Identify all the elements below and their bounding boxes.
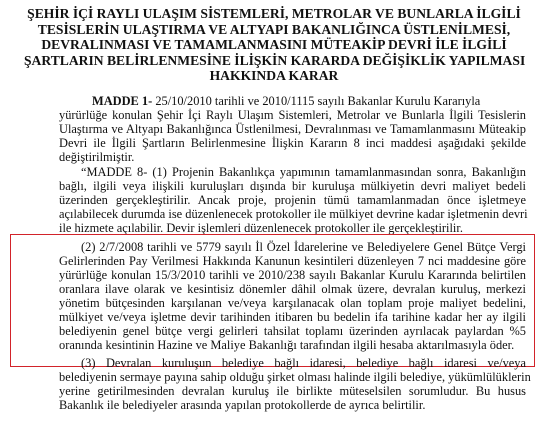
madde8-line: “MADDE 8- (1) Projenin Bakanlıkça yapımının tamamlanmasından sonra, Bakanlığın bbox=[81, 165, 526, 179]
paragraph2-line-row bbox=[59, 338, 514, 352]
paragraph2-line-row bbox=[59, 296, 526, 310]
paragraph2-line: belediyenin genel bütçe vergi gelirleri tahsilat toplamı üzerinden ayrılacak paylardan %5 bbox=[59, 324, 526, 338]
title-line: ŞEHİR İÇİ RAYLI ULAŞIM SİSTEMLERİ, METROLAR VE BUNLARLA İLGİLİ bbox=[27, 6, 521, 21]
paragraph2-line-row bbox=[59, 254, 526, 268]
title-line: DEVRALINMASI VE TAMAMLANMASINI MÜTEAKİP DEVRİ İLE İLGİLİ bbox=[41, 37, 507, 52]
paragraph2-line: (2) 2/7/2008 tarihli ve 5779 sayılı İl Özel İdarelerine ve Belediyelere Genel Bütçe Vergi bbox=[81, 240, 526, 254]
madde1-line-row bbox=[59, 122, 526, 136]
paragraph3-line-row bbox=[59, 384, 526, 398]
madde1-first-line bbox=[92, 94, 526, 108]
madde8-line-row bbox=[59, 221, 463, 235]
paragraph3-line: (3) Devralan kuruluşun belediye bağlı idaresi, belediye bağlı idaresi ve/veya bbox=[81, 356, 526, 370]
madde8-line-row bbox=[59, 179, 526, 193]
paragraph3-line: belediyenin sermaye payına sahip olduğu şirket olması halinde ilgili belediye, yükümlülüklerin bbox=[59, 370, 531, 384]
paragraph2-line: Gelirlerinden Pay Verilmesi Hakkında Kanunun kesintileri düzenleyen 7 nci maddesine göre bbox=[59, 254, 526, 268]
title-line: HAKKINDA KARAR bbox=[209, 68, 339, 83]
paragraph2-line-row bbox=[59, 324, 526, 338]
madde1-label: MADDE 1- bbox=[92, 94, 153, 108]
madde8-line: açılabilecek durumda ise düzenlenecek protokoller ile mülkiyet devrine kadar işletmenin devri bbox=[59, 207, 528, 221]
madde1-line: değiştirilmiştir. bbox=[59, 150, 135, 164]
madde8-line: bağlı, ilgili veya ilişkili kuruluşları dışında bir kuruluşa mülkiyetin devri maliyet bedeli bbox=[59, 179, 526, 193]
madde1-line-row bbox=[59, 150, 134, 164]
paragraph2-line-row bbox=[59, 282, 526, 296]
madde1-line-row bbox=[59, 108, 526, 122]
madde1-line: Ulaştırma ve Altyapı Bakanlığınca Üstlenilmesi, Devralınması ve Tamamlanmasını Müteakip bbox=[59, 122, 526, 136]
paragraph3-line: Bakanlık ile belediyeler arasında yapılan protokollerde de ayrıca belirtilir. bbox=[59, 398, 426, 412]
madde8-line: üzerinden gerçekleştirilir. Ancak proje, projenin tümü tamamlanmadan önce işletmeye bbox=[59, 193, 526, 207]
madde1-line: yürürlüğe konulan Şehir İçi Raylı Ulaşım Sistemleri, Metrolar ve Bunlarla İlgili Tesislerin bbox=[59, 108, 526, 122]
title-line: TESİSLERİN ULAŞTIRMA VE ALTYAPI BAKANLIĞINCA ÜSTLENİLMESİ, bbox=[37, 21, 511, 37]
title-line: ŞARTLARIN BELİRLENMESİNE İLİŞKİN KARARDA DEĞİŞİKLİK YAPILMASI bbox=[24, 52, 526, 68]
paragraph2-line: yürürlüğe konulan 15/3/2010 tarihli ve 2010/238 sayılı Bakanlar Kurulu Kararında belirtilen bbox=[59, 268, 526, 282]
paragraph2-line: mülkiyet ve/veya işletme devir tarihinden itibaren bu bedelin ifa tarihine kadar her ay ilgili bbox=[59, 310, 526, 324]
madde8-line-row bbox=[59, 207, 526, 221]
madde1-line: 25/10/2010 tarihli ve 2010/1115 sayılı Bakanlar Kurulu Kararıyla bbox=[152, 94, 481, 108]
paragraph2-line-row bbox=[81, 240, 526, 254]
madde8-line-row bbox=[81, 165, 526, 179]
paragraph2-line-row bbox=[59, 268, 526, 282]
paragraph2-line: oranlara ilave olarak ve kesintisiz dönemler dâhil olmak üzere, devralan kuruluş, merkezi bbox=[59, 282, 526, 296]
paragraph2-line-row bbox=[59, 310, 526, 324]
paragraph2-line: oranında kesintinin Hazine ve Maliye Bakanlığı tarafından ilgili hesaba aktarılmasıyla öder. bbox=[59, 338, 515, 352]
madde1-line: Devri ile İlgili Şartların Belirlenmesine İlişkin Kararın 8 inci maddesi aşağıdaki şekilde bbox=[59, 136, 526, 150]
paragraph3-line: yerine getirilmesinden devralan kuruluş ile birlikte müteselsilen sorumludur. Bu husus bbox=[59, 384, 526, 398]
madde8-line: ile hizmete açılabilir. Devir işlemleri düzenlenecek protokoller ile gerçekleştirilir. bbox=[59, 221, 463, 235]
paragraph3-line-row bbox=[59, 370, 531, 384]
madde1-line-row bbox=[59, 136, 526, 150]
document-title bbox=[24, 6, 524, 84]
madde8-line-row bbox=[59, 193, 526, 207]
paragraph2-line: yönetim bütçesinden karşılanan ve/veya karşılanacak olan toplam proje maliyet bedelini, bbox=[59, 296, 526, 310]
paragraph3-line-row bbox=[59, 398, 425, 412]
paragraph3-line-row bbox=[81, 356, 526, 370]
